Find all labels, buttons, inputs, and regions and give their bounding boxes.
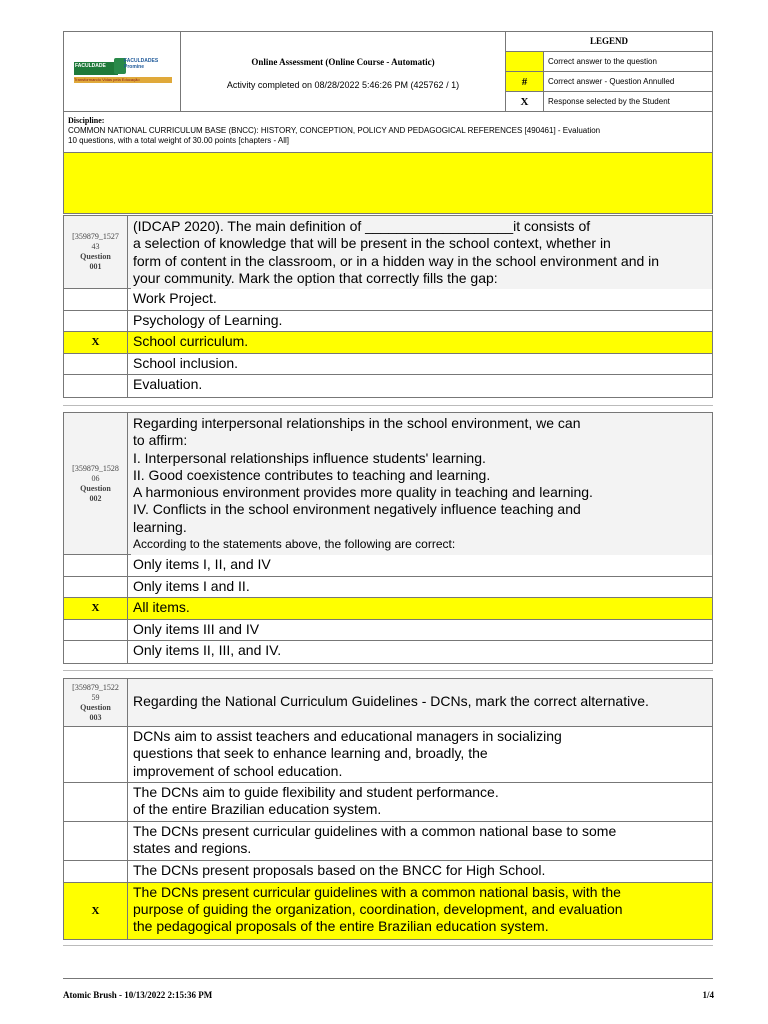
answer-option-selected[interactable]: [64, 598, 712, 620]
question-text: [131, 216, 712, 289]
option-mark: [64, 577, 128, 598]
question-line: a selection of knowledge that will be present in the school context, whether in: [133, 235, 611, 252]
logo-right-text: FACULDADES Promine: [124, 58, 159, 70]
answer-option[interactable]: [64, 727, 712, 783]
question-code: [359879_1528: [72, 463, 119, 473]
highlight-band: [64, 153, 712, 213]
question-row: [64, 216, 712, 289]
question-line: form of content in the classroom, or in a hidden way in the school environment and in: [133, 252, 660, 269]
answer-option-selected[interactable]: [64, 883, 712, 939]
legend-row-selected: [506, 92, 712, 112]
legend-key-correct: [506, 52, 544, 71]
answer-option-selected[interactable]: [64, 332, 712, 354]
question-label: Question: [80, 702, 111, 712]
option-text: Only items III and IV: [133, 620, 260, 637]
question-table-002: [63, 412, 713, 664]
answer-option[interactable]: [64, 555, 712, 577]
question-id: [64, 216, 128, 288]
option-line: The DCNs aim to guide flexibility and student performance.: [133, 784, 499, 800]
option-text: Only items I and II.: [133, 577, 250, 594]
option-text: All items.: [133, 599, 190, 615]
option-line: The DCNs present curricular guidelines with a common national basis, with the: [133, 883, 621, 900]
footer-timestamp: Atomic Brush - 10/13/2022 2:15:36 PM: [63, 990, 213, 1000]
question-table-001: [63, 215, 713, 398]
option-text: [131, 883, 712, 938]
option-mark: [64, 375, 128, 397]
assessment-header: [63, 31, 713, 214]
footer-rule: [63, 978, 713, 979]
option-mark: [64, 620, 128, 641]
option-line: states and regions.: [133, 840, 252, 857]
option-mark: [64, 783, 128, 821]
answer-option[interactable]: [64, 289, 712, 311]
legend-title: LEGEND: [506, 32, 712, 52]
option-mark: [64, 311, 128, 332]
question-number: 001: [89, 262, 102, 271]
question-number: 003: [89, 712, 102, 722]
title-cell: [181, 32, 506, 112]
option-line: The DCNs present curricular guidelines with a common national base to some: [133, 823, 617, 839]
option-mark: [64, 641, 128, 663]
logo-left-text: FACULDADE: [74, 62, 118, 75]
option-text: [131, 822, 712, 860]
question-text: [131, 413, 712, 555]
legend-text-selected: Response selected by the Student: [548, 97, 670, 106]
answer-option[interactable]: [64, 822, 712, 861]
legend: [506, 32, 712, 112]
legend-text-annulled: Correct answer - Question Annulled: [548, 77, 675, 86]
option-line: DCNs aim to assist teachers and educational managers in socializing: [133, 728, 562, 744]
question-label: Question: [80, 252, 111, 261]
separator: [63, 670, 713, 671]
logo-slogan: Transformando Vidas pela Educação: [74, 77, 172, 83]
question-id: [64, 679, 128, 726]
discipline-block: [64, 112, 712, 153]
question-code: [359879_1527: [72, 232, 119, 241]
option-mark: [64, 354, 128, 375]
page-number: 1/4: [702, 990, 714, 1000]
option-line: improvement of school education.: [133, 762, 343, 779]
answer-option[interactable]: [64, 783, 712, 822]
discipline-name: COMMON NATIONAL CURRICULUM BASE (BNCC): HISTORY, CONCEPTION, POLICY AND PEDAGOGICAL REFERENCES [490461] - Evaluation: [68, 126, 601, 135]
question-code-suffix: 43: [91, 242, 100, 251]
answer-option[interactable]: [64, 375, 712, 397]
legend-key-annulled: #: [506, 72, 544, 91]
option-text: [131, 727, 712, 782]
option-text: Only items I, II, and IV: [133, 556, 271, 572]
question-line: Regarding interpersonal relationships in the school environment, we can: [133, 415, 581, 431]
logo-cell: [64, 32, 181, 112]
answer-option[interactable]: [64, 620, 712, 642]
discipline-weight: 10 questions, with a total weight of 30.00 points [chapters - All]: [68, 136, 290, 145]
institution-logo: [74, 58, 172, 85]
option-line: of the entire Brazilian education system.: [133, 801, 382, 818]
option-mark: [64, 861, 128, 882]
option-line: questions that seek to enhance learning and, broadly, the: [133, 745, 488, 762]
question-code-suffix: 06: [91, 473, 100, 483]
question-line: to affirm:: [133, 432, 188, 449]
question-table-003: [63, 678, 713, 940]
option-mark: [64, 727, 128, 782]
option-text: The DCNs present proposals based on the BNCC for High School.: [133, 862, 546, 878]
option-text: School curriculum.: [133, 333, 249, 349]
discipline-label: Discipline:: [68, 116, 105, 125]
option-text: Evaluation.: [133, 376, 203, 392]
question-line: I. Interpersonal relationships influence students' learning.: [133, 449, 486, 466]
question-line: II. Good coexistence contributes to teaching and learning.: [133, 466, 491, 483]
question-label: Question: [80, 483, 111, 493]
question-line: learning.: [133, 518, 187, 535]
question-id: [64, 413, 128, 554]
answer-option[interactable]: [64, 861, 712, 883]
selected-mark: X: [64, 598, 128, 619]
question-line: (IDCAP 2020). The main definition of ___________________it consists of: [133, 218, 591, 234]
selected-mark: X: [64, 332, 128, 353]
question-line: A harmonious environment provides more quality in teaching and learning.: [133, 484, 593, 501]
question-number: 002: [89, 493, 102, 503]
legend-row-correct: [506, 52, 712, 72]
option-line: purpose of guiding the organization, coordination, development, and evaluation: [133, 900, 623, 917]
assessment-title: Online Assessment (Online Course - Automatic): [251, 57, 435, 67]
option-line: the pedagogical proposals of the entire Brazilian education system.: [133, 918, 549, 935]
question-code-suffix: 59: [91, 692, 100, 702]
legend-text-correct: Correct answer to the question: [548, 57, 657, 66]
answer-option[interactable]: [64, 354, 712, 376]
question-code: [359879_1522: [72, 682, 119, 692]
question-line: your community. Mark the option that correctly fills the gap:: [133, 269, 498, 286]
separator: [63, 945, 713, 946]
legend-row-annulled: [506, 72, 712, 92]
option-mark: [64, 289, 128, 310]
activity-completed: Activity completed on 08/28/2022 5:46:26 PM (425762 / 1): [226, 80, 460, 90]
option-mark: [64, 822, 128, 860]
question-line: IV. Conflicts in the school environment negatively influence teaching and: [133, 501, 581, 518]
answer-option[interactable]: [64, 641, 712, 663]
question-text: Regarding the National Curriculum Guidelines - DCNs, mark the correct alternative.: [131, 679, 712, 712]
legend-key-selected: X: [506, 92, 544, 112]
question-instruction: According to the statements above, the following are correct:: [133, 537, 456, 552]
question-row: [64, 679, 712, 727]
option-text: Work Project.: [133, 290, 217, 306]
separator: [63, 405, 713, 406]
selected-mark: X: [64, 883, 128, 939]
option-text: School inclusion.: [133, 354, 239, 371]
answer-option[interactable]: [64, 311, 712, 333]
answer-option[interactable]: [64, 577, 712, 599]
option-text: Psychology of Learning.: [133, 311, 283, 328]
question-row: [64, 413, 712, 555]
option-text: Only items II, III, and IV.: [133, 642, 282, 658]
option-mark: [64, 555, 128, 576]
option-text: [131, 783, 712, 821]
